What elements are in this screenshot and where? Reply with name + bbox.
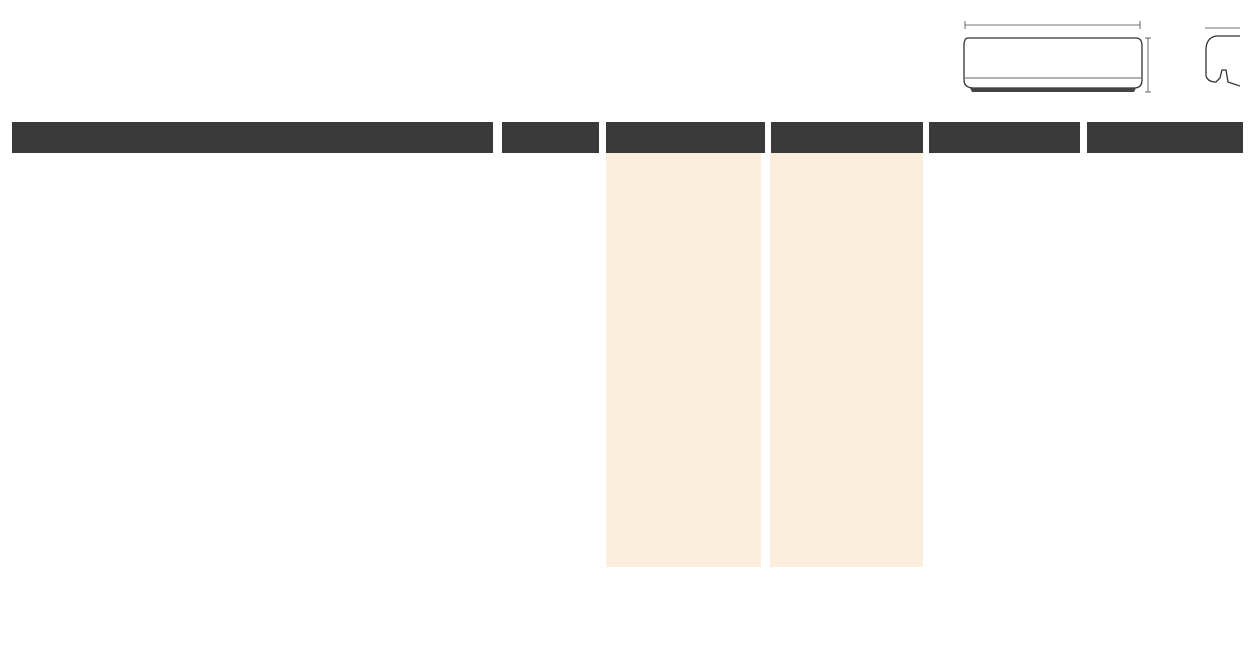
highlight-column-ldl35r3 bbox=[770, 153, 923, 567]
model-header-ldl70r3 bbox=[1087, 122, 1243, 153]
header-unit-bar bbox=[502, 122, 599, 153]
unit-dimension-diagram bbox=[950, 6, 1240, 101]
model-header-ldl35r3 bbox=[771, 122, 923, 153]
model-header-ldl53r3 bbox=[929, 122, 1080, 153]
table-header bbox=[0, 122, 1250, 153]
header-label-bar bbox=[12, 122, 493, 153]
highlight-column-ldl26r3 bbox=[606, 153, 761, 567]
model-header-ldl26r3 bbox=[606, 122, 765, 153]
